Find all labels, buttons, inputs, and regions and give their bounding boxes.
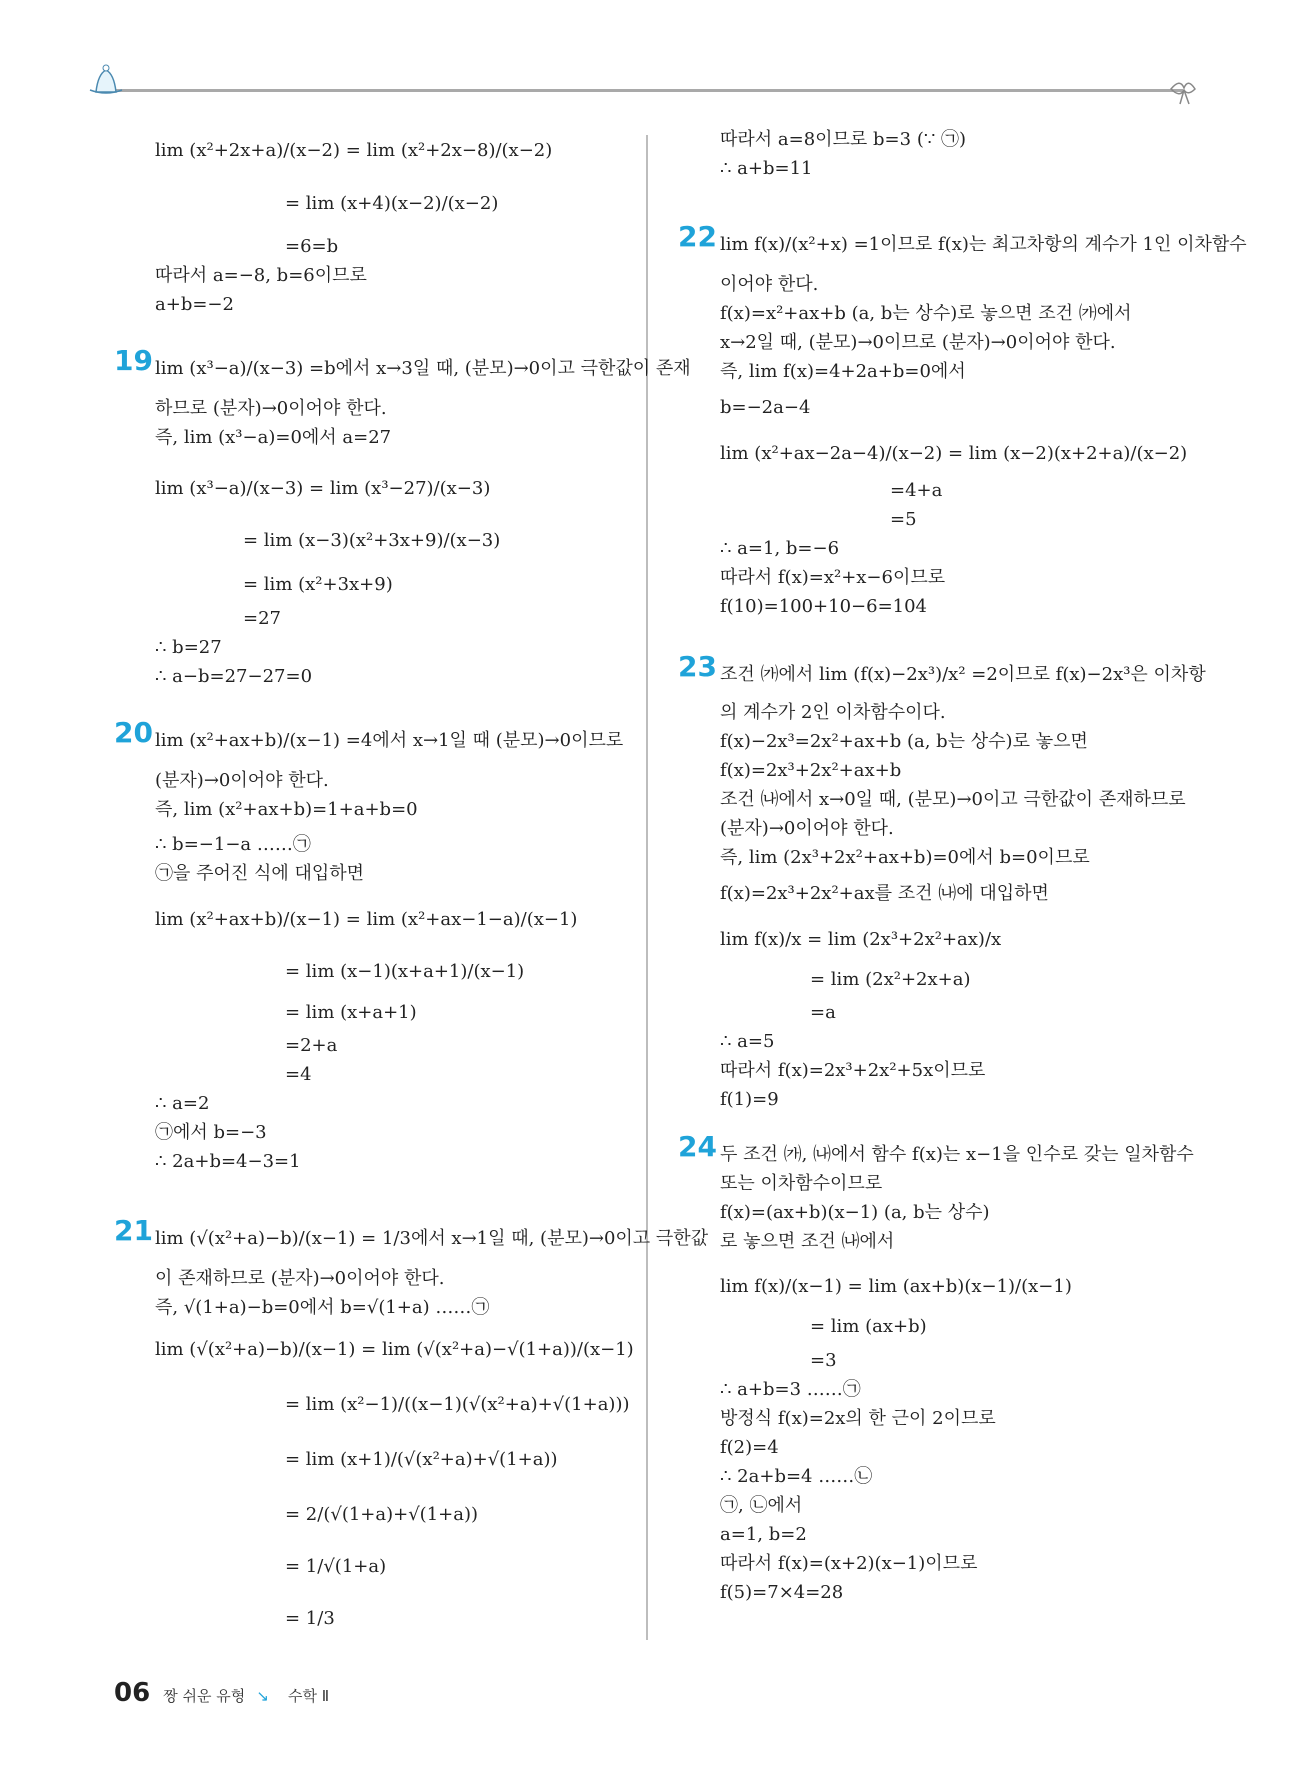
- right-solution-line: 따라서 f(x)=(x+2)(x−1)이므로: [720, 1553, 978, 1574]
- right-solution-line: f(2)=4: [720, 1437, 779, 1458]
- right-solution-line: 방정식 f(x)=2x의 한 근이 2이므로: [720, 1408, 996, 1429]
- left-solution-line: = lim (x−1)(x+a+1)/(x−1): [285, 961, 525, 982]
- right-solution-line: f(5)=7×4=28: [720, 1582, 844, 1603]
- right-solution-line: 로 놓으면 조건 ㈏에서: [720, 1231, 895, 1252]
- right-solution-line: =4+a: [890, 480, 943, 501]
- right-solution-line: 따라서 f(x)=x²+x−6이므로: [720, 567, 946, 588]
- left-solution-line: (분자)→0이어야 한다.: [155, 770, 329, 791]
- right-solution-line: b=−2a−4: [720, 397, 811, 418]
- left-solution-line: = lim (x+4)(x−2)/(x−2): [285, 193, 499, 214]
- book-title: 짱 쉬운 유형: [163, 1687, 246, 1705]
- left-solution-line: = lim (x²−1)/((x−1)(√(x²+a)+√(1+a))): [285, 1394, 630, 1415]
- right-solution-line: f(x)=2x³+2x²+ax를 조건 ㈏에 대입하면: [720, 883, 1049, 904]
- problem-number: 19: [114, 344, 153, 377]
- problem-number: 23: [678, 650, 717, 683]
- problem-number: 20: [114, 716, 153, 749]
- right-solution-line: f(x)=(ax+b)(x−1) (a, b는 상수): [720, 1202, 990, 1223]
- left-solution-line: ∴ a−b=27−27=0: [155, 666, 313, 687]
- left-solution-line: 이 존재하므로 (분자)→0이어야 한다.: [155, 1268, 445, 1289]
- right-solution-line: 즉, lim (2x³+2x²+ax+b)=0에서 b=0이므로: [720, 847, 1090, 868]
- right-solution-line: ∴ 2a+b=4 ……㉡: [720, 1466, 873, 1487]
- right-solution-line: 따라서 a=8이므로 b=3 (∵ ㉠): [720, 129, 967, 150]
- left-solution-line: = lim (x+a+1): [285, 1002, 417, 1023]
- left-solution-line: lim (x²+ax+b)/(x−1) =4에서 x→1일 때 (분모)→0이므로: [155, 730, 624, 751]
- header-rule: [115, 89, 1183, 92]
- problem-number: 22: [678, 220, 717, 253]
- right-solution-line: 즉, lim f(x)=4+2a+b=0에서: [720, 361, 966, 382]
- left-solution-line: lim (x³−a)/(x−3) =b에서 x→3일 때, (분모)→0이고 극한값이 존재: [155, 358, 691, 379]
- left-solution-line: ㉠을 주어진 식에 대입하면: [155, 863, 365, 884]
- right-solution-line: lim f(x)/(x−1) = lim (ax+b)(x−1)/(x−1): [720, 1276, 1072, 1297]
- footer: [114, 1678, 329, 1708]
- right-solution-line: = lim (ax+b): [810, 1316, 927, 1337]
- right-solution-line: lim (x²+ax−2a−4)/(x−2) = lim (x−2)(x+2+a)/(x−2): [720, 443, 1188, 464]
- right-solution-line: ㉠, ㉡에서: [720, 1495, 803, 1516]
- right-solution-line: (분자)→0이어야 한다.: [720, 818, 894, 839]
- right-solution-line: a=1, b=2: [720, 1524, 807, 1545]
- left-solution-line: =2+a: [285, 1035, 338, 1056]
- right-solution-line: ∴ a=5: [720, 1031, 775, 1052]
- left-solution-line: ∴ b=−1−a ……㉠: [155, 834, 311, 855]
- right-solution-line: x→2일 때, (분모)→0이므로 (분자)→0이어야 한다.: [720, 332, 1116, 353]
- left-solution-line: lim (x²+2x+a)/(x−2) = lim (x²+2x−8)/(x−2): [155, 140, 553, 161]
- bell-ornament-icon: [88, 62, 124, 96]
- left-solution-line: ∴ a=2: [155, 1093, 210, 1114]
- right-solution-line: ∴ a+b=3 ……㉠: [720, 1379, 861, 1400]
- left-solution-line: lim (√(x²+a)−b)/(x−1) = 1/3에서 x→1일 때, (분모)→0이고 극한값: [155, 1228, 709, 1249]
- right-solution-line: 조건 ㈏에서 x→0일 때, (분모)→0이고 극한값이 존재하므로: [720, 789, 1186, 810]
- right-solution-line: 조건 ㈎에서 lim (f(x)−2x³)/x² =2이므로 f(x)−2x³은 이차항: [720, 664, 1206, 685]
- left-solution-line: 즉, lim (x²+ax+b)=1+a+b=0: [155, 799, 418, 820]
- arrow-icon: ↘: [256, 1687, 269, 1705]
- right-solution-line: ∴ a=1, b=−6: [720, 538, 840, 559]
- left-solution-line: a+b=−2: [155, 294, 234, 315]
- right-solution-line: = lim (2x²+2x+a): [810, 969, 971, 990]
- right-solution-line: 이어야 한다.: [720, 274, 819, 295]
- right-solution-line: 따라서 f(x)=2x³+2x²+5x이므로: [720, 1060, 986, 1081]
- right-solution-line: =3: [810, 1350, 837, 1371]
- left-solution-line: = lim (x+1)/(√(x²+a)+√(1+a)): [285, 1449, 558, 1470]
- subject-name: 수학 Ⅱ: [288, 1687, 330, 1705]
- left-solution-line: ∴ b=27: [155, 637, 222, 658]
- right-solution-line: f(x)=x²+ax+b (a, b는 상수)로 놓으면 조건 ㈎에서: [720, 303, 1132, 324]
- left-solution-line: =27: [243, 608, 281, 629]
- left-solution-line: =6=b: [285, 236, 339, 257]
- right-solution-line: ∴ a+b=11: [720, 158, 813, 179]
- right-solution-line: 의 계수가 2인 이차함수이다.: [720, 702, 946, 723]
- left-solution-line: = lim (x−3)(x²+3x+9)/(x−3): [243, 530, 501, 551]
- left-solution-line: 즉, lim (x³−a)=0에서 a=27: [155, 427, 392, 448]
- right-solution-line: lim f(x)/(x²+x) =1이므로 f(x)는 최고차항의 계수가 1인 이차함수: [720, 234, 1247, 255]
- left-solution-line: 따라서 a=−8, b=6이므로: [155, 265, 367, 286]
- left-solution-line: ㉠에서 b=−3: [155, 1122, 267, 1143]
- right-solution-line: f(10)=100+10−6=104: [720, 596, 928, 617]
- right-solution-line: =a: [810, 1002, 836, 1023]
- right-solution-line: f(x)=2x³+2x²+ax+b: [720, 760, 902, 781]
- left-solution-line: 하므로 (분자)→0이어야 한다.: [155, 398, 387, 419]
- left-solution-line: = lim (x²+3x+9): [243, 574, 393, 595]
- problem-number: 21: [114, 1214, 153, 1247]
- right-solution-line: 두 조건 ㈎, ㈏에서 함수 f(x)는 x−1을 인수로 갖는 일차함수: [720, 1144, 1194, 1165]
- page-number: 06: [114, 1678, 151, 1708]
- right-solution-line: 또는 이차함수이므로: [720, 1173, 883, 1194]
- left-solution-line: lim (√(x²+a)−b)/(x−1) = lim (√(x²+a)−√(1+a))/(x−1): [155, 1339, 634, 1360]
- right-solution-line: f(1)=9: [720, 1089, 779, 1110]
- left-solution-line: = 1/3: [285, 1608, 335, 1629]
- left-solution-line: = 1/√(1+a): [285, 1556, 387, 1577]
- ribbon-bow-icon: [1168, 76, 1198, 106]
- right-solution-line: lim f(x)/x = lim (2x³+2x²+ax)/x: [720, 929, 1002, 950]
- left-solution-line: 즉, √(1+a)−b=0에서 b=√(1+a) ……㉠: [155, 1297, 490, 1318]
- left-solution-line: lim (x²+ax+b)/(x−1) = lim (x²+ax−1−a)/(x−1): [155, 909, 578, 930]
- problem-number: 24: [678, 1130, 717, 1163]
- right-solution-line: f(x)−2x³=2x²+ax+b (a, b는 상수)로 놓으면: [720, 731, 1088, 752]
- right-solution-line: =5: [890, 509, 917, 530]
- left-solution-line: = 2/(√(1+a)+√(1+a)): [285, 1504, 479, 1525]
- left-solution-line: lim (x³−a)/(x−3) = lim (x³−27)/(x−3): [155, 478, 491, 499]
- left-solution-line: =4: [285, 1064, 312, 1085]
- left-solution-line: ∴ 2a+b=4−3=1: [155, 1151, 301, 1172]
